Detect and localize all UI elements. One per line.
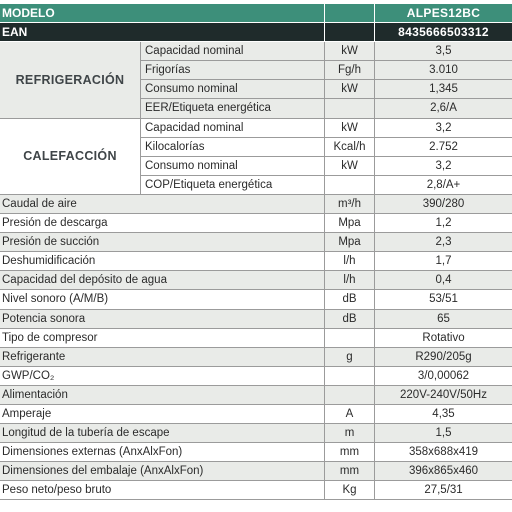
- spec-unit: [324, 99, 374, 118]
- spec-value: 1,345: [374, 80, 512, 99]
- spec-value: Rotativo: [374, 329, 512, 348]
- spec-label: Dimensiones externas (AnxAlxFon): [0, 443, 324, 462]
- spec-label: Peso neto/peso bruto: [0, 481, 324, 500]
- spec-label: Potencia sonora: [0, 310, 324, 329]
- spec-unit: [324, 367, 374, 386]
- model-label: MODELO: [0, 4, 324, 23]
- spec-unit: dB: [324, 310, 374, 329]
- spec-unit: Mpa: [324, 233, 374, 252]
- spec-row: [0, 290, 512, 309]
- spec-value: 2,3: [374, 233, 512, 252]
- spec-row: [0, 61, 512, 80]
- spec-unit: [324, 329, 374, 348]
- spec-label: Presión de succión: [0, 233, 324, 252]
- spec-value: 2.752: [374, 138, 512, 157]
- spec-value: 65: [374, 310, 512, 329]
- spec-unit: kW: [324, 119, 374, 138]
- spec-label: Caudal de aire: [0, 195, 324, 214]
- spec-row: [0, 329, 512, 348]
- spec-value: 1,5: [374, 424, 512, 443]
- spec-unit: l/h: [324, 271, 374, 290]
- model-value: ALPES12BC: [374, 4, 512, 23]
- spec-row: [0, 214, 512, 233]
- spec-label: Capacidad del depósito de agua: [0, 271, 324, 290]
- spec-unit: A: [324, 405, 374, 424]
- spec-row: [0, 367, 512, 386]
- spec-label: Presión de descarga: [0, 214, 324, 233]
- spec-unit: m³/h: [324, 195, 374, 214]
- spec-row: [0, 348, 512, 367]
- spec-unit: g: [324, 348, 374, 367]
- spec-row: [0, 481, 512, 500]
- spec-row: [0, 138, 512, 157]
- spec-row: [0, 405, 512, 424]
- spec-value: 3,2: [374, 157, 512, 176]
- spec-value: 2,6/A: [374, 99, 512, 118]
- spec-unit: Kg: [324, 481, 374, 500]
- spec-unit: Fg/h: [324, 61, 374, 80]
- spec-unit: l/h: [324, 252, 374, 271]
- spec-label: GWP/CO₂: [0, 367, 324, 386]
- spec-value: 0,4: [374, 271, 512, 290]
- spec-unit: dB: [324, 290, 374, 309]
- spec-row: [0, 42, 512, 61]
- spec-label: Deshumidificación: [0, 252, 324, 271]
- spec-label: Amperaje: [0, 405, 324, 424]
- spec-label: EER/Etiqueta energética: [140, 99, 324, 118]
- spec-row: [0, 80, 512, 99]
- spec-row: [0, 157, 512, 176]
- spec-value: 3,2: [374, 119, 512, 138]
- model-row: [0, 4, 512, 23]
- spec-row: [0, 233, 512, 252]
- spec-row: [0, 195, 512, 214]
- spec-label: Alimentación: [0, 386, 324, 405]
- spec-unit: Kcal/h: [324, 138, 374, 157]
- spec-value: 53/51: [374, 290, 512, 309]
- spec-row: [0, 119, 512, 138]
- spec-row: [0, 443, 512, 462]
- spec-value: 4,35: [374, 405, 512, 424]
- spec-row: [0, 386, 512, 405]
- spec-row: [0, 310, 512, 329]
- spec-value: 390/280: [374, 195, 512, 214]
- spec-value: 396x865x460: [374, 462, 512, 481]
- spec-value: 3,5: [374, 42, 512, 61]
- spec-label: COP/Etiqueta energética: [140, 176, 324, 195]
- spec-row: [0, 176, 512, 195]
- ean-label: EAN: [0, 23, 324, 42]
- spec-row: [0, 271, 512, 290]
- spec-unit: kW: [324, 42, 374, 61]
- spec-row: [0, 462, 512, 481]
- spec-label: Frigorías: [140, 61, 324, 80]
- spec-label: Kilocalorías: [140, 138, 324, 157]
- spec-label: Longitud de la tubería de escape: [0, 424, 324, 443]
- spec-value: R290/205g: [374, 348, 512, 367]
- spec-unit: [324, 176, 374, 195]
- spec-unit: [324, 386, 374, 405]
- spec-unit: mm: [324, 462, 374, 481]
- ean-value: 8435666503312: [374, 23, 512, 42]
- spec-label: Consumo nominal: [140, 80, 324, 99]
- ean-row: [0, 23, 512, 42]
- spec-label: Nivel sonoro (A/M/B): [0, 290, 324, 309]
- spec-value: 1,2: [374, 214, 512, 233]
- spec-label: Capacidad nominal: [140, 119, 324, 138]
- spec-unit: mm: [324, 443, 374, 462]
- spec-unit: m: [324, 424, 374, 443]
- spec-unit: kW: [324, 80, 374, 99]
- ean-unit-cell: [324, 23, 374, 42]
- spec-value: 3/0,00062: [374, 367, 512, 386]
- spec-value: 27,5/31: [374, 481, 512, 500]
- spec-unit: kW: [324, 157, 374, 176]
- spec-label: Capacidad nominal: [140, 42, 324, 61]
- model-unit-cell: [324, 4, 374, 23]
- spec-value: 220V-240V/50Hz: [374, 386, 512, 405]
- spec-label: Refrigerante: [0, 348, 324, 367]
- spec-value: 3.010: [374, 61, 512, 80]
- spec-value: 1,7: [374, 252, 512, 271]
- spec-value: 2,8/A+: [374, 176, 512, 195]
- spec-row: [0, 99, 512, 118]
- spec-label: Consumo nominal: [140, 157, 324, 176]
- spec-value: 358x688x419: [374, 443, 512, 462]
- spec-unit: Mpa: [324, 214, 374, 233]
- spec-row: [0, 252, 512, 271]
- spec-label: Tipo de compresor: [0, 329, 324, 348]
- calefaccion-group-label: CALEFACCIÓN: [0, 119, 140, 195]
- spec-label: Dimensiones del embalaje (AnxAlxFon): [0, 462, 324, 481]
- spec-row: [0, 424, 512, 443]
- refrigeracion-group-label: REFRIGERACIÓN: [0, 42, 140, 118]
- spec-table: [0, 4, 512, 500]
